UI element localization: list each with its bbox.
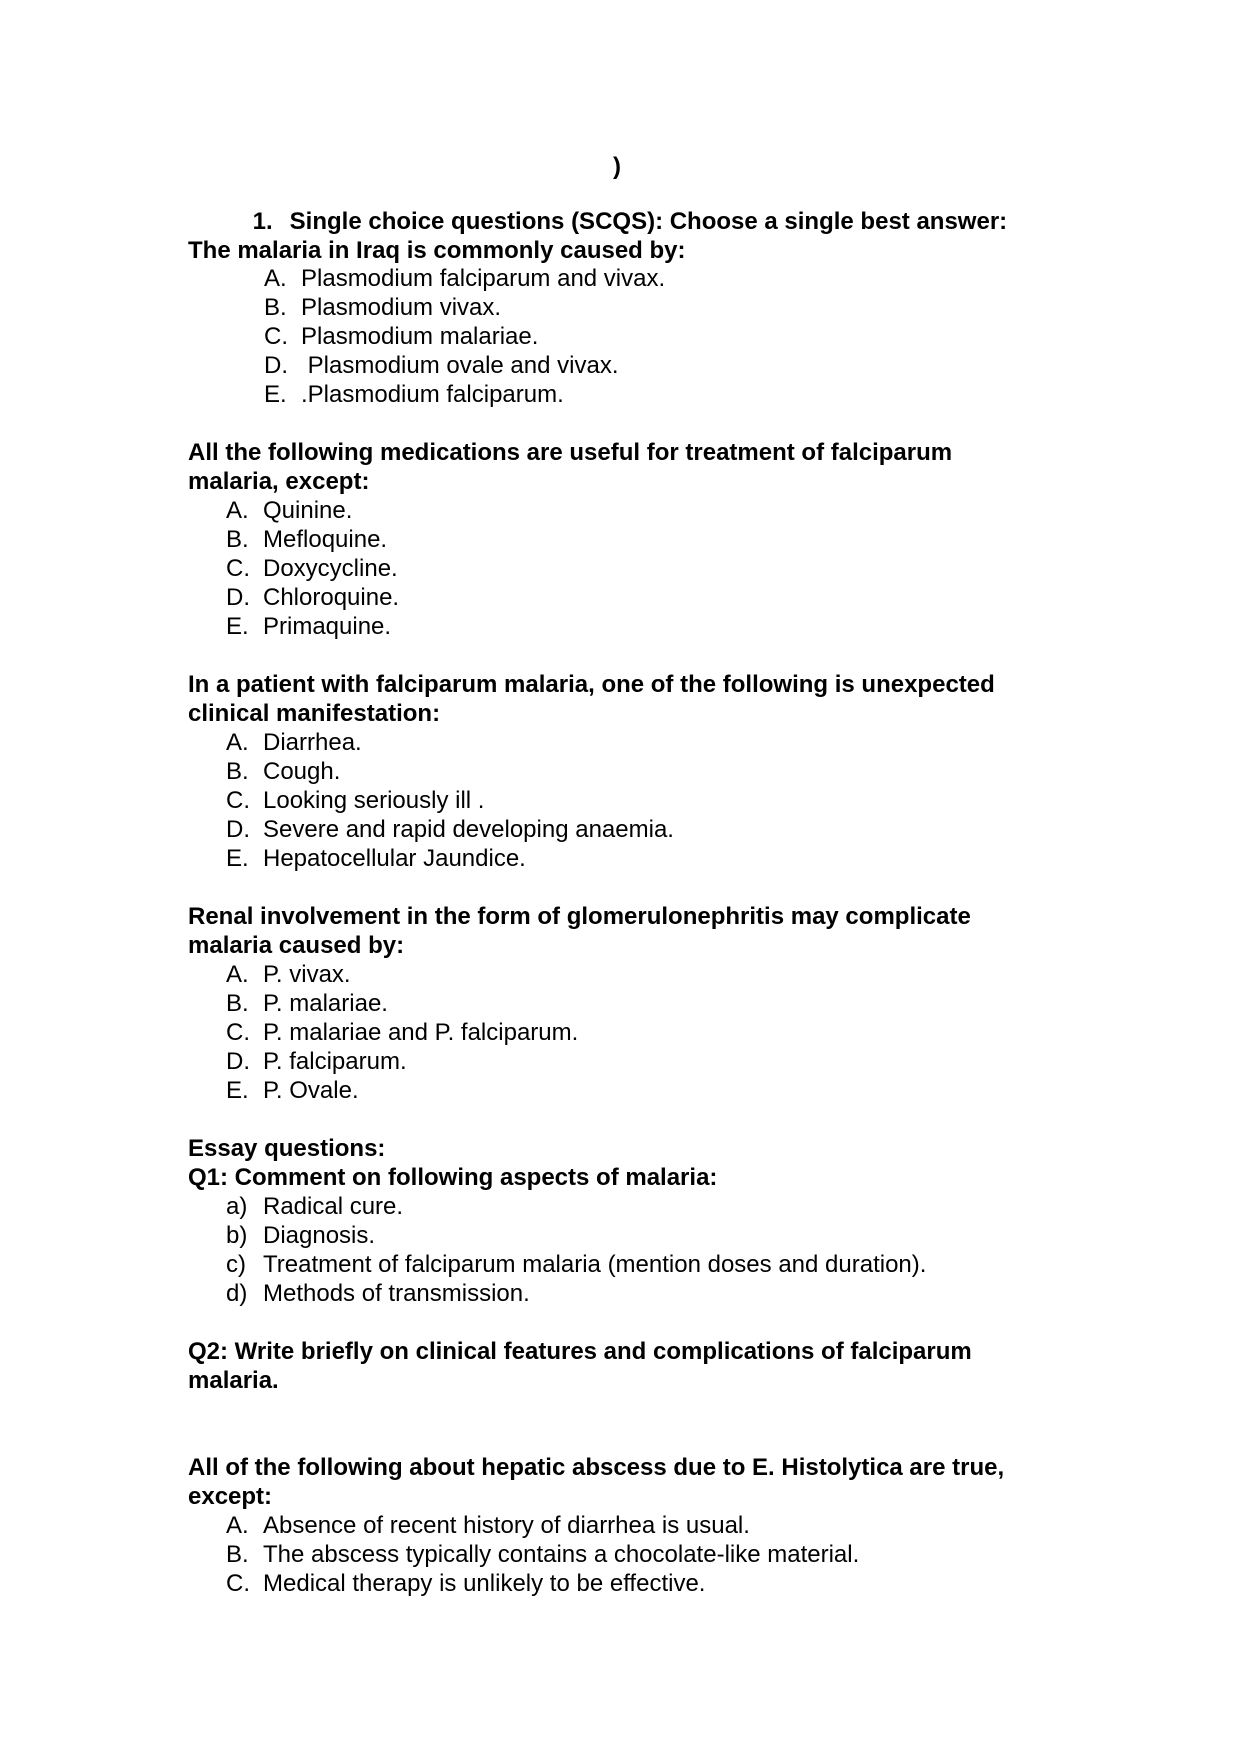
essay-q1-item-b xyxy=(226,1221,375,1250)
question-2-option-b xyxy=(226,525,387,554)
option-label: E. xyxy=(226,1077,249,1104)
option-label: C. xyxy=(226,555,250,582)
question-4-option-a xyxy=(226,960,351,989)
question-1-stem: The malaria in Iraq is commonly caused by: xyxy=(188,237,686,264)
option-label: C. xyxy=(226,1570,250,1597)
stray-mark: ) xyxy=(613,153,621,180)
item-label: a) xyxy=(226,1193,248,1220)
option-text: The abscess typically contains a chocolate-like material. xyxy=(263,1541,860,1568)
option-label: E. xyxy=(264,381,287,408)
option-text: Cough. xyxy=(263,758,341,785)
question-2-option-e xyxy=(226,612,391,641)
essay-q2-line-2: malaria. xyxy=(188,1367,279,1394)
essay-heading: Essay questions: xyxy=(188,1135,386,1162)
option-label: C. xyxy=(226,1019,250,1046)
option-text: Chloroquine. xyxy=(263,584,400,611)
option-text: Diarrhea. xyxy=(263,729,362,756)
option-text: Plasmodium vivax. xyxy=(301,294,502,321)
question-1-option-d xyxy=(264,351,618,380)
option-text: .Plasmodium falciparum. xyxy=(301,381,564,408)
question-2-option-c xyxy=(226,554,398,583)
option-label: A. xyxy=(226,1512,249,1539)
option-label: D. xyxy=(226,1048,250,1075)
essay-q1-item-c xyxy=(226,1250,926,1279)
question-4-option-b xyxy=(226,989,388,1018)
essay-q1-item-a xyxy=(226,1192,403,1221)
question-5-stem-line-1: All of the following about hepatic abscess due to E. Histolytica are true, xyxy=(188,1454,1005,1481)
question-3-option-b xyxy=(226,757,340,786)
question-3-stem-line-2: clinical manifestation: xyxy=(188,700,441,727)
item-label: b) xyxy=(226,1222,248,1249)
option-text: Doxycycline. xyxy=(263,555,398,582)
option-text: Medical therapy is unlikely to be effective. xyxy=(263,1570,706,1597)
question-1-option-b xyxy=(264,293,501,322)
question-4-stem-line-2: malaria caused by: xyxy=(188,932,405,959)
item-text: Methods of transmission. xyxy=(263,1280,530,1307)
option-text: Looking seriously ill . xyxy=(263,787,485,814)
section-title: Single choice questions (SCQS): Choose a single best answer: xyxy=(289,208,1008,235)
essay-q1-title: Q1: Comment on following aspects of malaria: xyxy=(188,1164,718,1191)
option-text: P. vivax. xyxy=(263,961,351,988)
option-label: E. xyxy=(226,845,249,872)
question-4-stem-line-1: Renal involvement in the form of glomerulonephritis may complicate xyxy=(188,903,971,930)
question-1-option-a xyxy=(264,264,665,293)
option-text: P. Ovale. xyxy=(263,1077,359,1104)
question-3-stem-line-1: In a patient with falciparum malaria, one of the following is unexpected xyxy=(188,671,995,698)
option-text: Plasmodium ovale and vivax. xyxy=(301,352,619,379)
question-3-option-e xyxy=(226,844,526,873)
option-text: Severe and rapid developing anaemia. xyxy=(263,816,674,843)
question-5-option-c xyxy=(226,1569,705,1598)
question-4-option-d xyxy=(226,1047,407,1076)
essay-q2-line-1: Q2: Write briefly on clinical features and complications of falciparum xyxy=(188,1338,972,1365)
question-2-stem-line-1: All the following medications are useful for treatment of falciparum xyxy=(188,439,953,466)
option-label: B. xyxy=(226,526,249,553)
option-label: C. xyxy=(226,787,250,814)
question-2-option-d xyxy=(226,583,399,612)
option-label: D. xyxy=(226,816,250,843)
option-text: P. malariae. xyxy=(263,990,388,1017)
question-4-option-c xyxy=(226,1018,578,1047)
option-label: A. xyxy=(226,961,249,988)
option-label: B. xyxy=(226,990,249,1017)
option-text: Hepatocellular Jaundice. xyxy=(263,845,526,872)
question-2-stem-line-2: malaria, except: xyxy=(188,468,370,495)
question-2-option-a xyxy=(226,496,352,525)
option-label: D. xyxy=(226,584,250,611)
option-text: Primaquine. xyxy=(263,613,392,640)
question-3-option-a xyxy=(226,728,362,757)
option-label: A. xyxy=(226,497,249,524)
item-label: d) xyxy=(226,1280,248,1307)
item-text: Diagnosis. xyxy=(263,1222,376,1249)
section-number: 1. xyxy=(252,208,273,235)
option-label: D. xyxy=(264,352,288,379)
item-text: Treatment of falciparum malaria (mention doses and duration). xyxy=(263,1251,927,1278)
item-text: Radical cure. xyxy=(263,1193,404,1220)
option-text: Plasmodium malariae. xyxy=(301,323,539,350)
question-3-option-c xyxy=(226,786,484,815)
essay-q1-item-d xyxy=(226,1279,530,1308)
option-label: A. xyxy=(226,729,249,756)
option-text: Absence of recent history of diarrhea is usual. xyxy=(263,1512,750,1539)
option-label: A. xyxy=(264,265,287,292)
item-label: c) xyxy=(226,1251,246,1278)
option-label: C. xyxy=(264,323,288,350)
option-text: P. falciparum. xyxy=(263,1048,407,1075)
option-label: B. xyxy=(226,758,249,785)
option-text: Quinine. xyxy=(263,497,353,524)
option-text: Plasmodium falciparum and vivax. xyxy=(301,265,666,292)
question-5-option-b xyxy=(226,1540,859,1569)
option-label: B. xyxy=(264,294,287,321)
question-4-option-e xyxy=(226,1076,359,1105)
option-text: Mefloquine. xyxy=(263,526,388,553)
question-5-option-a xyxy=(226,1511,750,1540)
question-3-option-d xyxy=(226,815,674,844)
option-text: P. malariae and P. falciparum. xyxy=(263,1019,579,1046)
question-5-stem-line-2: except: xyxy=(188,1483,273,1510)
option-label: E. xyxy=(226,613,249,640)
option-label: B. xyxy=(226,1541,249,1568)
question-1-option-e xyxy=(264,380,564,409)
question-1-option-c xyxy=(264,322,538,351)
